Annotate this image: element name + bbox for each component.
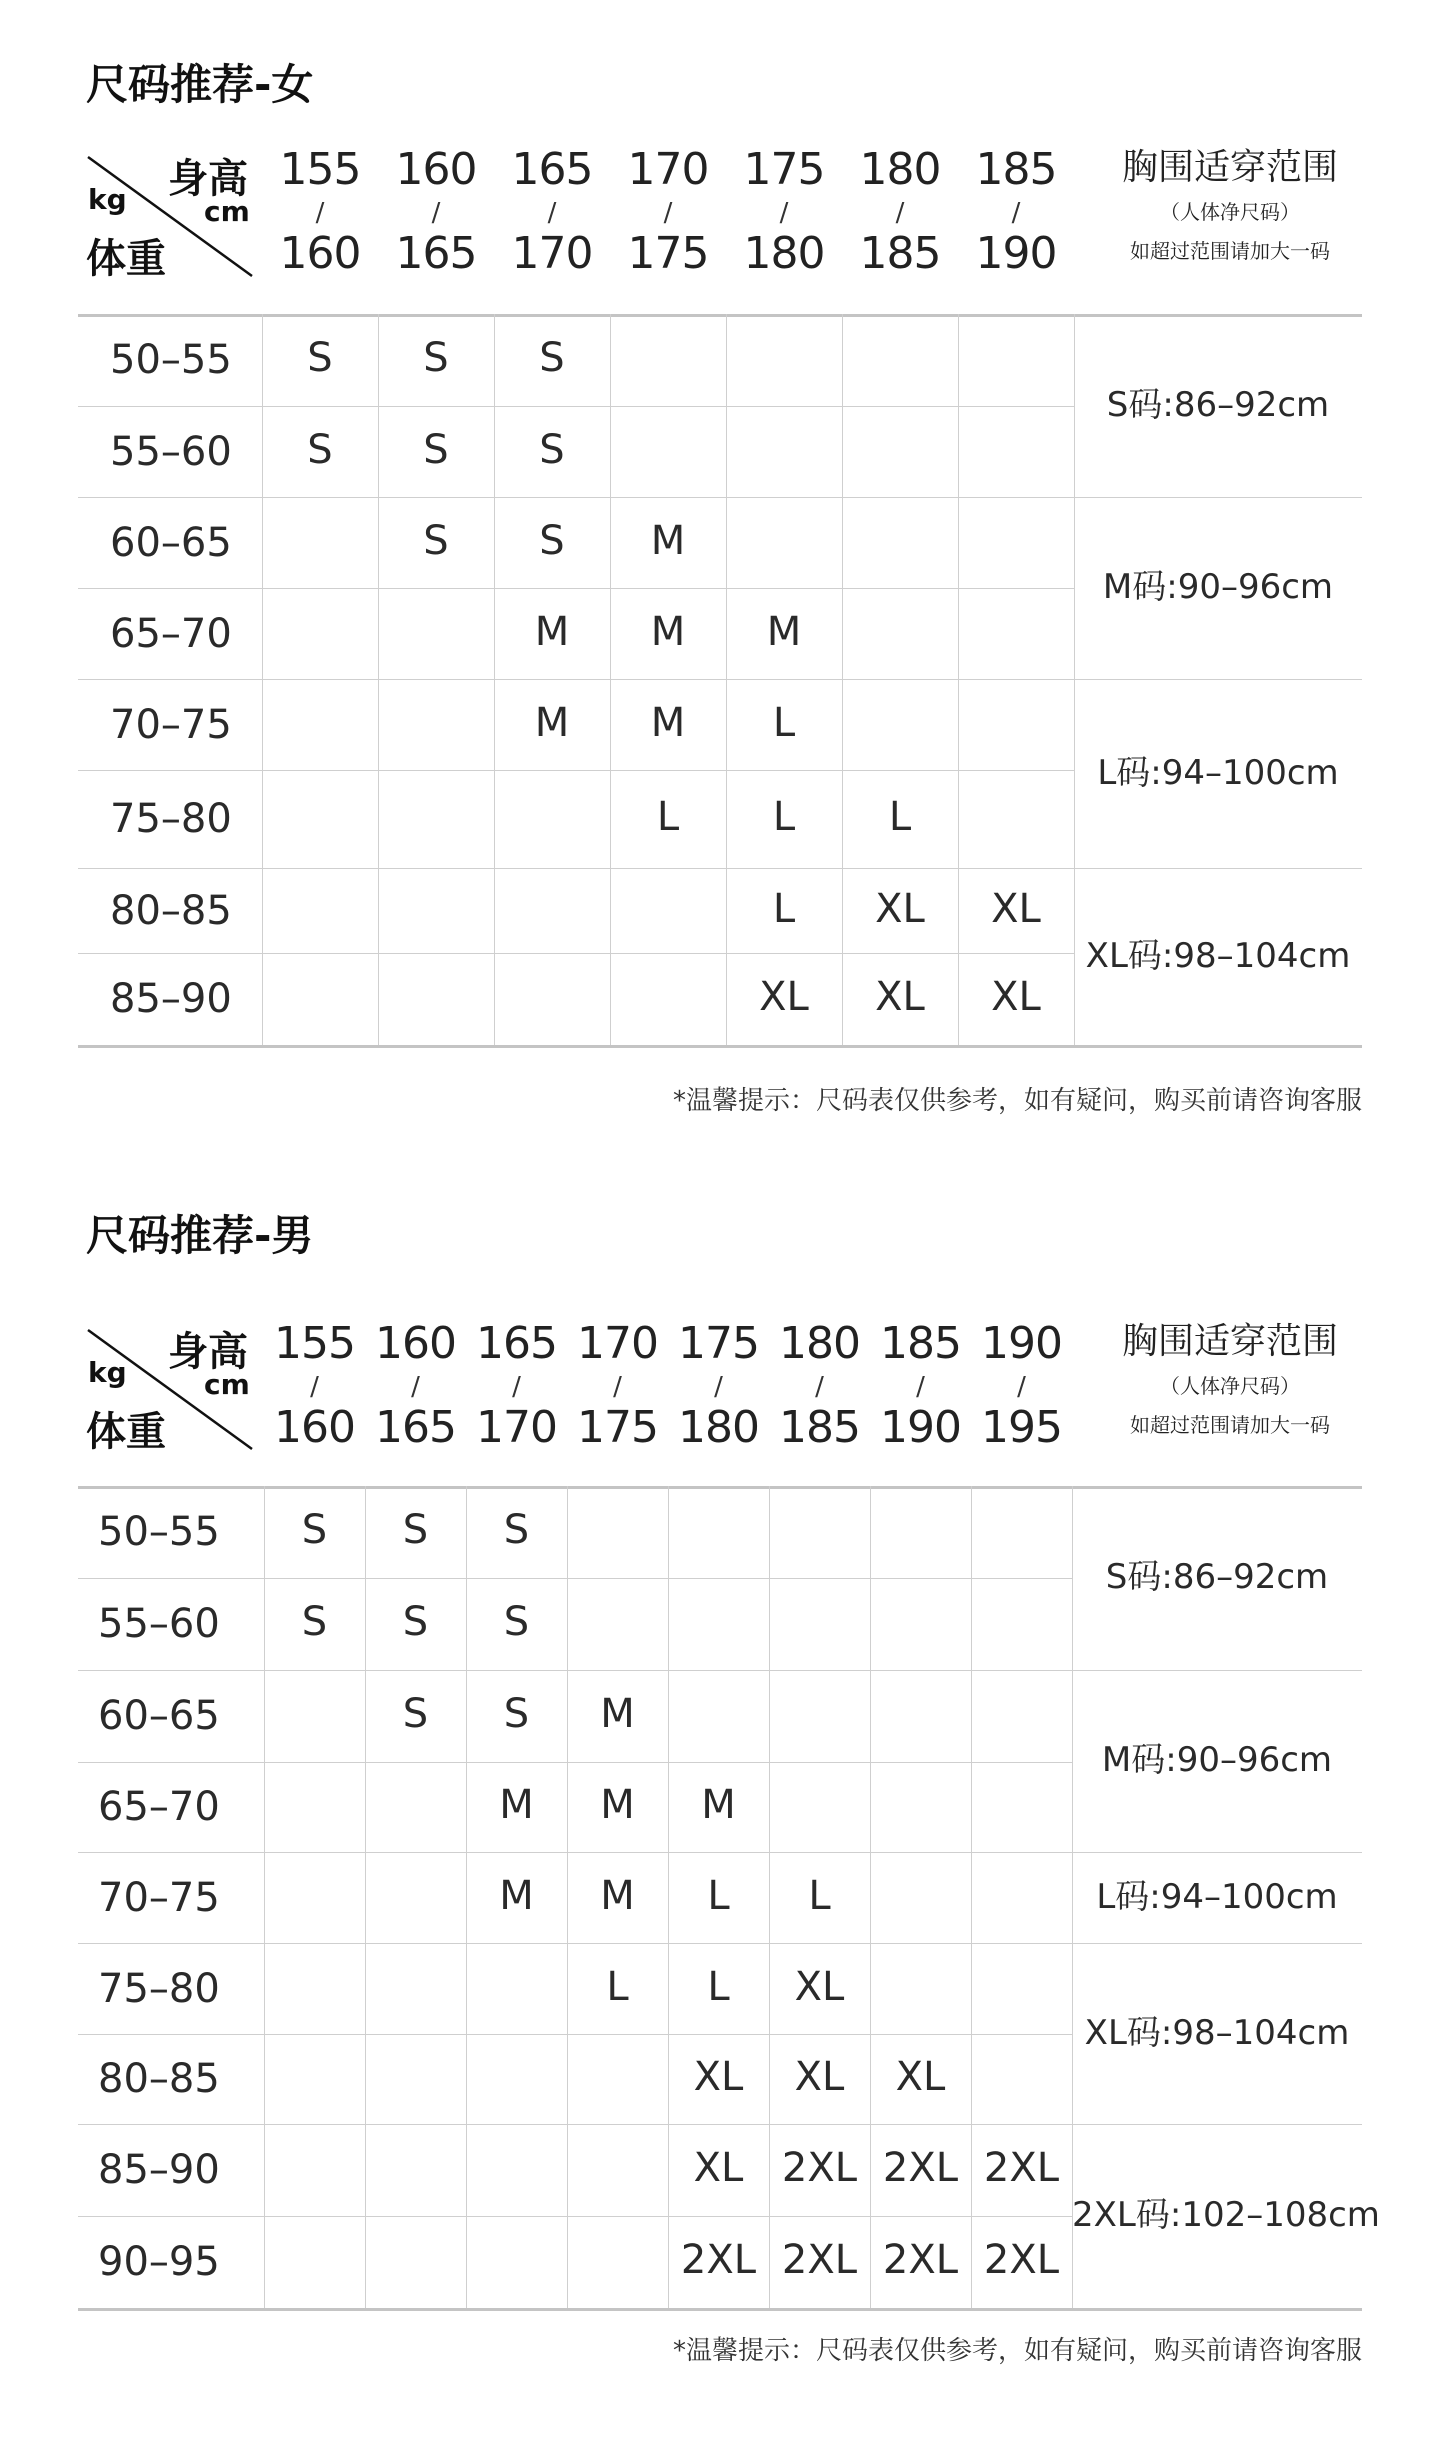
- size-cell: L: [888, 794, 912, 840]
- chest-range-label: M码:90–96cm: [1102, 567, 1334, 607]
- size-cell: S: [402, 1599, 429, 1645]
- size-cell: M: [600, 1782, 635, 1828]
- height-to: 170: [476, 1402, 557, 1453]
- size-cell: S: [423, 517, 449, 564]
- table-column-divider: [842, 314, 843, 1045]
- height-column-header: [378, 144, 494, 279]
- height-unit-label: cm: [204, 1368, 250, 1401]
- height-separator: /: [815, 1372, 824, 1402]
- height-from: 185: [975, 144, 1057, 195]
- height-separator: /: [1017, 1372, 1026, 1402]
- size-cell: M: [499, 1872, 534, 1919]
- size-cell: L: [772, 699, 796, 746]
- table-column-divider: [378, 314, 379, 1045]
- table-column-divider: [726, 314, 727, 1045]
- height-label: 身高: [168, 1329, 248, 1375]
- height-from: 175: [678, 1318, 759, 1369]
- weight-range-label: 60–65: [110, 519, 232, 566]
- size-cell: S: [301, 1599, 328, 1645]
- height-column-header: [870, 1318, 971, 1453]
- height-column-header: [610, 144, 726, 279]
- size-cell: S: [503, 1507, 530, 1553]
- size-cell: S: [402, 1507, 429, 1553]
- height-to: 180: [678, 1402, 759, 1453]
- size-cell: XL: [991, 974, 1041, 1020]
- table-row-divider: [78, 2216, 1072, 2217]
- height-separator: /: [431, 198, 441, 228]
- size-cell: XL: [991, 885, 1041, 932]
- size-cell: 2XL: [781, 2237, 858, 2283]
- weight-range-label: 85–90: [110, 976, 232, 1022]
- size-cell: M: [650, 699, 686, 746]
- size-cell: M: [534, 608, 570, 655]
- height-from: 170: [577, 1318, 658, 1369]
- table-column-divider: [610, 314, 611, 1045]
- height-from: 170: [627, 144, 709, 195]
- size-cell: M: [766, 608, 802, 655]
- chest-range-label: 2XL码:102–108cm: [1072, 2195, 1380, 2235]
- table-column-divider: [1074, 314, 1075, 1045]
- height-to: 160: [274, 1402, 355, 1453]
- height-from: 185: [880, 1318, 961, 1369]
- size-cell: L: [656, 794, 680, 840]
- table-row-divider: [78, 1045, 1362, 1048]
- height-column-header: [466, 1318, 567, 1453]
- size-cell: M: [650, 517, 686, 564]
- size-cell: L: [707, 1963, 730, 2010]
- height-to: 185: [779, 1402, 860, 1453]
- weight-range-label: 50–55: [110, 337, 232, 383]
- weight-range-label: 55–60: [110, 428, 232, 475]
- weight-range-label: 75–80: [98, 1965, 220, 2012]
- height-from: 165: [511, 144, 593, 195]
- table-row-divider: [78, 2124, 1362, 2125]
- weight-range-label: 50–55: [98, 1509, 220, 1555]
- height-to: 185: [859, 228, 941, 279]
- women-tip-note: *温馨提示：尺码表仅供参考，如有疑问，购买前请咨询客服: [672, 1086, 1362, 1116]
- weight-unit-label: kg: [88, 1356, 127, 1389]
- height-to: 170: [511, 228, 593, 279]
- height-to: 175: [577, 1402, 658, 1453]
- women-section-title: 尺码推荐-女: [86, 60, 314, 109]
- size-cell: XL: [895, 2054, 946, 2100]
- size-cell: L: [707, 1872, 730, 1919]
- table-row-divider: [78, 406, 1074, 407]
- height-label: 身高: [168, 156, 248, 202]
- height-separator: /: [714, 1372, 723, 1402]
- height-column-header: [769, 1318, 870, 1453]
- size-cell: XL: [875, 885, 925, 932]
- chest-range-label: M码:90–96cm: [1101, 1740, 1333, 1780]
- table-row-divider: [78, 770, 1074, 771]
- height-separator: /: [779, 198, 789, 228]
- size-cell: 2XL: [983, 2237, 1060, 2283]
- height-to: 175: [627, 228, 709, 279]
- size-cell: S: [503, 1599, 530, 1645]
- size-cell: 2XL: [882, 2237, 959, 2283]
- chest-header-sub2: 如超过范围请加大一码: [1130, 1412, 1330, 1437]
- men-tip-note: *温馨提示：尺码表仅供参考，如有疑问，购买前请咨询客服: [672, 2336, 1362, 2366]
- weight-range-label: 65–70: [98, 1784, 220, 1830]
- weight-range-label: 75–80: [110, 796, 232, 842]
- table-column-divider: [958, 314, 959, 1045]
- weight-range-label: 80–85: [98, 2056, 220, 2102]
- chest-range-label: L码:94–100cm: [1096, 1876, 1338, 1917]
- size-cell: 2XL: [781, 2145, 858, 2191]
- height-column-header: [726, 144, 842, 279]
- size-cell: L: [772, 794, 796, 840]
- table-column-divider: [494, 314, 495, 1045]
- size-cell: S: [307, 426, 333, 473]
- men-section-title: 尺码推荐-男: [86, 1211, 314, 1260]
- size-cell: S: [423, 426, 449, 473]
- height-from: 155: [274, 1318, 355, 1369]
- height-to: 190: [975, 228, 1057, 279]
- chest-range-label: XL码:98–104cm: [1084, 2012, 1350, 2053]
- size-cell: M: [600, 1691, 635, 1737]
- height-from: 180: [779, 1318, 860, 1369]
- size-cell: S: [539, 335, 565, 381]
- height-separator: /: [315, 198, 325, 228]
- height-separator: /: [613, 1372, 622, 1402]
- height-separator: /: [547, 198, 557, 228]
- size-cell: S: [539, 517, 565, 564]
- table-row-divider: [78, 2034, 1072, 2035]
- height-to: 180: [743, 228, 825, 279]
- height-separator: /: [895, 198, 905, 228]
- women-corner-header: [86, 155, 256, 280]
- size-cell: XL: [794, 1963, 845, 2010]
- size-cell: XL: [794, 2054, 845, 2100]
- table-row-divider: [78, 1852, 1362, 1853]
- table-row-divider: [78, 679, 1362, 680]
- height-separator: /: [1011, 198, 1021, 228]
- height-column-header: [365, 1318, 466, 1453]
- height-separator: /: [512, 1372, 521, 1402]
- size-cell: S: [402, 1691, 429, 1737]
- size-cell: XL: [693, 2145, 744, 2191]
- height-from: 175: [743, 144, 825, 195]
- table-row-divider: [78, 1578, 1072, 1579]
- size-cell: 2XL: [983, 2145, 1060, 2191]
- height-to: 195: [981, 1402, 1062, 1453]
- height-column-header: [971, 1318, 1072, 1453]
- size-cell: S: [423, 335, 449, 381]
- height-column-header: [668, 1318, 769, 1453]
- size-cell: M: [650, 608, 686, 655]
- chest-range-label: S码:86–92cm: [1105, 1557, 1329, 1597]
- weight-label: 体重: [86, 1409, 166, 1455]
- weight-range-label: 85–90: [98, 2147, 220, 2193]
- height-column-header: [264, 1318, 365, 1453]
- weight-range-label: 80–85: [110, 887, 232, 934]
- size-cell: L: [772, 885, 796, 932]
- chest-range-label: XL码:98–104cm: [1085, 935, 1351, 976]
- table-row-divider: [78, 1943, 1362, 1944]
- height-from: 155: [279, 144, 361, 195]
- height-unit-label: cm: [204, 195, 250, 228]
- men-chest-header: [1070, 1322, 1390, 1438]
- height-column-header: [842, 144, 958, 279]
- weight-range-label: 60–65: [98, 1693, 220, 1739]
- table-row-divider: [78, 1486, 1362, 1489]
- chest-header-title: 胸围适穿范围: [1121, 1321, 1338, 1362]
- height-column-header: [262, 144, 378, 279]
- size-cell: S: [503, 1691, 530, 1737]
- height-separator: /: [310, 1372, 319, 1402]
- height-separator: /: [916, 1372, 925, 1402]
- height-to: 165: [375, 1402, 456, 1453]
- weight-range-label: 70–75: [98, 1874, 220, 1921]
- height-column-header: [567, 1318, 668, 1453]
- height-column-header: [494, 144, 610, 279]
- table-row-divider: [78, 588, 1074, 589]
- table-row-divider: [78, 1762, 1072, 1763]
- chest-header-sub2: 如超过范围请加大一码: [1130, 238, 1330, 263]
- men-corner-header: [86, 1328, 256, 1453]
- height-separator: /: [411, 1372, 420, 1402]
- height-to: 190: [880, 1402, 961, 1453]
- table-row-divider: [78, 497, 1362, 498]
- size-cell: L: [606, 1963, 629, 2010]
- height-from: 165: [476, 1318, 557, 1369]
- height-from: 180: [859, 144, 941, 195]
- size-cell: 2XL: [680, 2237, 757, 2283]
- height-separator: /: [663, 198, 673, 228]
- table-row-divider: [78, 1670, 1362, 1671]
- size-cell: M: [534, 699, 570, 746]
- height-from: 160: [395, 144, 477, 195]
- height-from: 160: [375, 1318, 456, 1369]
- height-to: 160: [279, 228, 361, 279]
- size-cell: S: [307, 335, 333, 381]
- size-cell: 2XL: [882, 2145, 959, 2191]
- chest-header-title: 胸围适穿范围: [1121, 147, 1338, 188]
- chest-range-label: S码:86–92cm: [1106, 384, 1330, 425]
- table-row-divider: [78, 314, 1362, 317]
- weight-range-label: 70–75: [110, 701, 232, 748]
- size-cell: S: [539, 426, 565, 473]
- women-chest-header: [1070, 148, 1390, 264]
- weight-label: 体重: [86, 236, 166, 282]
- table-row-divider: [78, 2308, 1362, 2311]
- size-cell: XL: [875, 974, 925, 1020]
- table-column-divider: [262, 314, 263, 1045]
- size-cell: S: [301, 1507, 328, 1553]
- table-row-divider: [78, 953, 1074, 954]
- height-from: 190: [981, 1318, 1062, 1369]
- chest-header-sub1: （人体净尺码）: [1160, 199, 1300, 224]
- size-cell: XL: [693, 2054, 744, 2100]
- table-row-divider: [78, 868, 1362, 869]
- height-to: 165: [395, 228, 477, 279]
- weight-range-label: 65–70: [110, 610, 232, 657]
- height-column-header: [958, 144, 1074, 279]
- size-cell: M: [499, 1782, 534, 1828]
- size-cell: L: [808, 1872, 831, 1919]
- size-cell: XL: [759, 974, 809, 1020]
- chest-range-label: L码:94–100cm: [1097, 752, 1339, 793]
- size-cell: M: [600, 1872, 635, 1919]
- weight-unit-label: kg: [88, 183, 127, 216]
- size-cell: M: [701, 1782, 736, 1828]
- weight-range-label: 55–60: [98, 1601, 220, 1647]
- chest-header-sub1: （人体净尺码）: [1160, 1373, 1300, 1398]
- weight-range-label: 90–95: [98, 2239, 220, 2285]
